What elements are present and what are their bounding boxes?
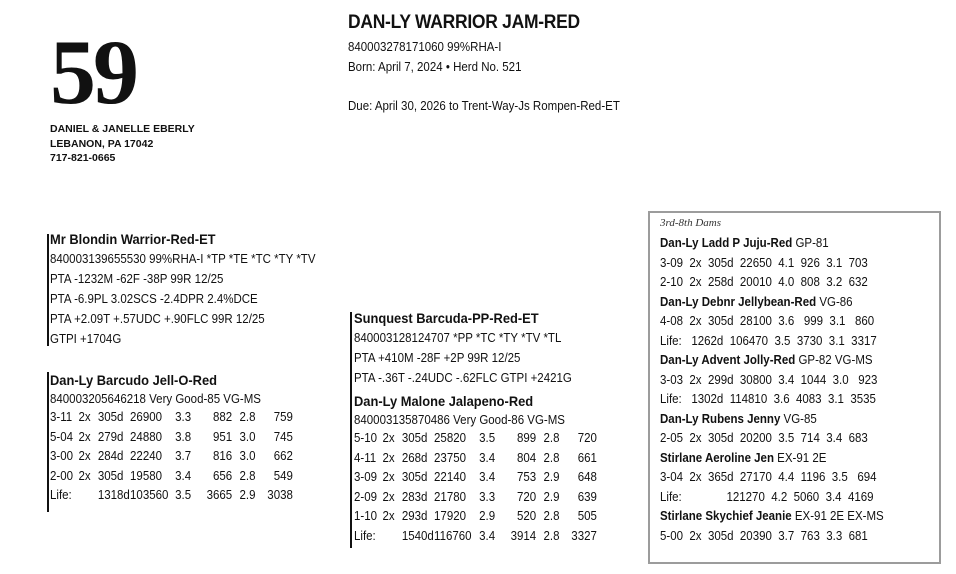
- record-cell: 22240: [130, 449, 163, 463]
- sire-line: PTA -1232M -62F -38P 99R 12/25: [50, 272, 224, 286]
- dam-detail: EX-91 2E EX-MS: [791, 509, 884, 523]
- record-cell: 24880: [130, 429, 163, 444]
- dam-detail: Life: 121270 4.2 5060 3.4 4169: [660, 489, 874, 504]
- dam-bold-name: Stirlane Aeroline Jen: [660, 450, 774, 465]
- record-cell: 2x: [382, 450, 395, 465]
- record-cell: 3.3: [175, 410, 192, 424]
- record-cell: 3.3: [479, 489, 496, 504]
- record-cell: 4-11: [354, 450, 377, 465]
- mgs-block: [354, 308, 591, 388]
- record-cell: 2x: [382, 509, 395, 523]
- record-cell: Life:: [50, 488, 72, 502]
- record-cell: 2x: [78, 468, 91, 483]
- animal-name: DAN-LY WARRIOR JAM-RED: [348, 12, 580, 33]
- sire-line: PTA +2.09T +.57UDC +.90FLC 99R 12/25: [50, 312, 265, 326]
- record-row: [50, 447, 300, 467]
- record-cell: 816: [212, 449, 233, 463]
- sire-bracket: [47, 234, 49, 346]
- record-cell: 661: [577, 450, 597, 465]
- dam-id: 840003205646218 Very Good-85 VG-MS: [50, 392, 261, 406]
- record-cell: 2-00: [50, 468, 74, 483]
- record-cell: 2.9: [479, 509, 496, 523]
- record-cell: 1540d: [401, 528, 434, 543]
- record-row: [50, 408, 300, 428]
- record-cell: 305d: [401, 431, 428, 445]
- record-cell: 3.0: [239, 429, 256, 444]
- record-cell: 3.5: [175, 488, 192, 502]
- dam-block: [50, 370, 322, 506]
- record-cell: 2.8: [543, 431, 560, 445]
- mgs-name: Sunquest Barcuda-PP-Red-ET: [354, 310, 539, 326]
- record-cell: 2x: [78, 429, 91, 444]
- ancestor-dam-record: [660, 429, 884, 449]
- ancestor-dam-name: [660, 449, 884, 469]
- record-cell: 3.8: [175, 429, 192, 444]
- record-row: [354, 527, 604, 547]
- record-row: [354, 429, 604, 449]
- record-cell: 882: [212, 410, 233, 424]
- record-cell: 951: [212, 429, 233, 444]
- record-cell: 753: [516, 470, 537, 484]
- dam-detail: 4-08 2x 305d 28100 3.6 999 3.1 860: [660, 314, 875, 328]
- record-cell: 279d: [97, 429, 124, 444]
- record-cell: 3914: [510, 528, 537, 543]
- mgs-bracket: [350, 312, 352, 548]
- lot-number: 59: [50, 21, 136, 123]
- record-cell: 22140: [434, 470, 467, 484]
- dam-detail: Life: 1262d 106470 3.5 3730 3.1 3317: [660, 333, 877, 348]
- ancestor-dam-record: [660, 371, 884, 391]
- mgs-line: PTA -.36T -.24UDC -.62FLC GTPI +2421G: [354, 371, 572, 385]
- record-cell: 2.9: [543, 489, 560, 504]
- record-cell: [79, 486, 98, 506]
- record-row: [354, 507, 604, 527]
- ancestor-dam-record: [660, 468, 884, 488]
- mgs-line: 840003128124707 *PP *TC *TY *TV *TL: [354, 331, 562, 345]
- animal-born: Born: April 7, 2024: [348, 60, 443, 74]
- record-cell: 103560: [130, 488, 169, 502]
- record-cell: 3-11: [50, 410, 73, 424]
- record-cell: 505: [577, 509, 597, 523]
- record-cell: 2.9: [239, 488, 256, 502]
- record-cell: 2.8: [239, 468, 256, 483]
- record-cell: 759: [273, 410, 293, 424]
- record-cell: 3.7: [175, 449, 192, 463]
- record-cell: Life:: [354, 528, 376, 543]
- record-cell: 17920: [434, 509, 467, 523]
- record-cell: 3-09: [354, 470, 378, 484]
- record-cell: [383, 527, 402, 547]
- record-cell: 2x: [382, 489, 395, 504]
- record-cell: 2.8: [543, 450, 560, 465]
- animal-born-herd: [348, 58, 521, 76]
- sire-block: [50, 229, 339, 349]
- record-row: [50, 428, 300, 448]
- gdam-records: [354, 429, 626, 546]
- record-cell: 662: [273, 449, 293, 463]
- record-cell: 305d: [401, 470, 428, 484]
- dam-bold-name: Dan-Ly Advent Jolly-Red: [660, 353, 796, 367]
- record-row: [50, 486, 300, 506]
- record-cell: 268d: [401, 450, 428, 465]
- dams-rows: [660, 234, 903, 546]
- record-cell: 656: [212, 468, 233, 483]
- dam-detail: GP-81: [792, 236, 829, 250]
- dam-detail: 2-10 2x 258d 20010 4.0 808 3.2 632: [660, 275, 868, 289]
- ancestor-dam-name: [660, 351, 884, 371]
- ancestor-dam-name: [660, 507, 884, 527]
- ancestor-dam-name: [660, 293, 884, 313]
- record-cell: 2.8: [543, 509, 560, 523]
- dam-detail: 3-03 2x 299d 30800 3.4 1044 3.0 923: [660, 372, 878, 387]
- dam-records: [50, 408, 322, 506]
- record-cell: 3.4: [479, 450, 496, 465]
- record-cell: 3665: [206, 488, 233, 502]
- record-cell: 3.0: [239, 449, 256, 463]
- dam-bold-name: Stirlane Skychief Jeanie: [660, 509, 792, 523]
- record-cell: 3.4: [175, 468, 192, 483]
- dam-detail: GP-82 VG-MS: [795, 353, 873, 367]
- animal-herd: Herd No. 521: [453, 60, 522, 74]
- dam-bracket: [47, 372, 49, 512]
- record-cell: 2-09: [354, 489, 378, 504]
- record-cell: 2x: [382, 470, 395, 484]
- record-cell: 305d: [97, 468, 124, 483]
- dam-detail: Life: 1302d 114810 3.6 4083 3.1 3535: [660, 392, 876, 406]
- consignor-phone: 717-821-0665: [50, 152, 116, 164]
- record-cell: 3-00: [50, 449, 74, 463]
- animal-id: 840003278171060 99%RHA-I: [348, 40, 502, 54]
- record-cell: 1-10: [354, 509, 378, 523]
- record-cell: 26900: [130, 410, 163, 424]
- animal-due: Due: April 30, 2026 to Trent-Way-Js Rompen-Red-ET: [348, 99, 620, 113]
- record-row: [50, 467, 300, 487]
- record-cell: 804: [516, 450, 537, 465]
- ancestor-dam-record: [660, 254, 884, 274]
- gdam-id: 840003135870486 Very Good-86 VG-MS: [354, 413, 565, 427]
- record-cell: 745: [273, 429, 293, 444]
- ancestor-dam-record: [660, 488, 884, 508]
- record-cell: 2.9: [543, 470, 560, 484]
- mgs-line: PTA +410M -28F +2P 99R 12/25: [354, 351, 521, 365]
- dam-name: Dan-Ly Barcudo Jell-O-Red: [50, 372, 217, 388]
- record-cell: 639: [577, 489, 597, 504]
- dams-caption: 3rd-8th Dams: [660, 217, 722, 229]
- record-cell: 1318d: [97, 488, 130, 502]
- record-cell: 3.5: [479, 431, 496, 445]
- dam-bold-name: Dan-Ly Ladd P Juju-Red: [660, 236, 793, 250]
- gdam-name: Dan-Ly Malone Jalapeno-Red: [354, 393, 534, 409]
- consignor-name: DANIEL & JANELLE EBERLY: [50, 123, 195, 135]
- ancestor-dam-record: [660, 312, 884, 332]
- record-cell: 648: [577, 470, 597, 484]
- record-row: [354, 449, 604, 469]
- record-cell: 899: [516, 431, 537, 445]
- record-cell: 305d: [97, 410, 124, 424]
- record-cell: 3038: [267, 488, 293, 502]
- record-cell: 3.4: [479, 470, 496, 484]
- dam-detail: 3-09 2x 305d 22650 4.1 926 3.1 703: [660, 255, 868, 270]
- record-cell: 2x: [78, 410, 91, 424]
- sire-line: GTPI +1704G: [50, 332, 122, 346]
- sire-name: Mr Blondin Warrior-Red-ET: [50, 231, 216, 247]
- dam-detail: 2-05 2x 305d 20200 3.5 714 3.4 683: [660, 431, 868, 445]
- record-cell: 5-04: [50, 429, 74, 444]
- record-cell: 25820: [434, 431, 467, 445]
- record-cell: 284d: [97, 449, 124, 463]
- record-row: [354, 468, 604, 488]
- record-cell: 5-10: [354, 431, 378, 445]
- record-cell: 283d: [401, 489, 428, 504]
- record-cell: 23750: [434, 450, 467, 465]
- consignor-info: [50, 122, 195, 166]
- record-cell: 116760: [434, 528, 472, 543]
- record-cell: 720: [577, 431, 597, 445]
- ancestor-dam-name: [660, 234, 884, 254]
- record-cell: 720: [516, 489, 537, 504]
- bullet-separator: •: [445, 60, 454, 74]
- record-cell: 19580: [130, 468, 163, 483]
- record-cell: 293d: [401, 509, 428, 523]
- dam-detail: VG-85: [780, 411, 817, 426]
- ancestor-dam-record: [660, 332, 884, 352]
- gdam-block: [354, 391, 626, 546]
- dam-bold-name: Dan-Ly Debnr Jellybean-Red: [660, 294, 817, 309]
- ancestor-dam-name: [660, 410, 884, 430]
- dam-detail: VG-86: [816, 294, 853, 309]
- record-cell: 3.4: [479, 528, 496, 543]
- record-cell: 21780: [434, 489, 467, 504]
- dam-detail: 3-04 2x 365d 27170 4.4 1196 3.5 694: [660, 470, 877, 484]
- record-cell: 520: [516, 509, 537, 523]
- record-cell: 2.8: [543, 528, 560, 543]
- ancestor-dam-record: [660, 273, 884, 293]
- dam-bold-name: Dan-Ly Rubens Jenny: [660, 411, 781, 426]
- record-row: [354, 488, 604, 508]
- sire-line: PTA -6.9PL 3.02SCS -2.4DPR 2.4%DCE: [50, 292, 258, 306]
- dam-detail: EX-91 2E: [773, 450, 827, 465]
- record-cell: 2x: [78, 449, 91, 463]
- record-cell: 2x: [382, 431, 395, 445]
- ancestor-dam-record: [660, 527, 884, 547]
- record-cell: 549: [273, 468, 293, 483]
- record-cell: 2.8: [239, 410, 256, 424]
- consignor-city: LEBANON, PA 17042: [50, 137, 154, 150]
- record-cell: 3327: [571, 528, 597, 543]
- ancestor-dam-record: [660, 390, 884, 410]
- dam-detail: 5-00 2x 305d 20390 3.7 763 3.3 681: [660, 528, 868, 543]
- sire-line: 840003139655530 99%RHA-I *TP *TE *TC *TY *TV: [50, 252, 316, 266]
